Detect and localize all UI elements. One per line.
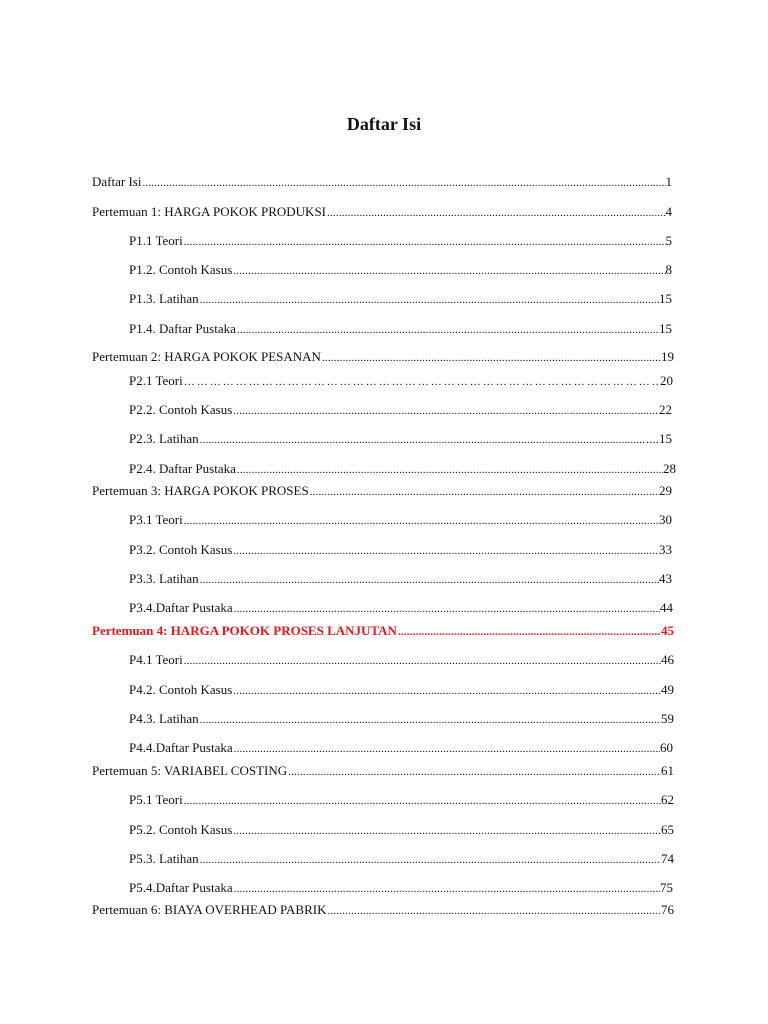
toc-leader-dots [309, 483, 659, 501]
toc-entry[interactable] [129, 850, 674, 868]
toc-entry[interactable] [92, 901, 674, 919]
toc-entry[interactable] [129, 710, 674, 728]
toc-entry[interactable] [92, 348, 674, 366]
toc-entry-page: 65 [661, 822, 674, 837]
toc-entry[interactable] [129, 232, 672, 250]
toc-entry-label: P2.2. Contoh Kasus [129, 402, 233, 417]
toc-entry[interactable] [129, 791, 674, 809]
toc-entry-page: 22 [659, 402, 672, 417]
toc-entry-page: 4 [665, 204, 672, 219]
toc-leader-dots [183, 373, 660, 391]
toc-leader-dots [321, 349, 661, 367]
toc-entry[interactable] [92, 173, 672, 191]
toc-entry-page: 49 [661, 682, 674, 697]
toc-entry[interactable] [129, 290, 672, 308]
toc-leader-dots [183, 792, 661, 810]
toc-entry-page: ....15 [646, 431, 672, 446]
toc-entry[interactable] [129, 460, 676, 478]
toc-entry-label: P4.3. Latihan [129, 711, 199, 726]
toc-entry-label: Pertemuan 5: VARIABEL COSTING [92, 763, 288, 778]
toc-entry-page: 76 [661, 902, 674, 917]
toc-entry-label: Pertemuan 4: HARGA POKOK PROSES LANJUTAN [92, 623, 397, 638]
toc-leader-dots [183, 233, 666, 251]
toc-entry-page: 61 [661, 763, 674, 778]
toc-entry-label: P2.4. Daftar Pustaka [129, 461, 236, 476]
toc-entry-page: 8 [665, 262, 672, 277]
toc-entry[interactable] [92, 482, 672, 500]
toc-entry[interactable] [129, 739, 673, 757]
toc-entry[interactable] [129, 541, 672, 559]
toc-leader-dots [327, 902, 662, 920]
toc-entry-label: P4.2. Contoh Kasus [129, 682, 233, 697]
toc-entry-label: P1.2. Contoh Kasus [129, 262, 233, 277]
toc-entry-label: P4.4.Daftar Pustaka [129, 740, 233, 755]
toc-entry-page: 43 [659, 571, 672, 586]
toc-entry-label: P1.3. Latihan [129, 291, 199, 306]
toc-entry-label: P3.2. Contoh Kasus [129, 542, 233, 557]
toc-entry[interactable] [92, 762, 674, 780]
toc-entry[interactable] [129, 320, 672, 338]
toc-entry-label: P5.1 Teori [129, 792, 183, 807]
toc-entry-page: 60 [660, 740, 673, 755]
toc-entry-label: P2.3. Latihan [129, 431, 199, 446]
toc-entry[interactable] [92, 203, 672, 221]
toc-leader-dots [236, 321, 659, 339]
toc-leader-dots [232, 682, 661, 700]
toc-entry-label: Pertemuan 2: HARGA POKOK PESANAN [92, 349, 321, 364]
toc-entry-label: P1.1 Teori [129, 233, 183, 248]
toc-entry-label: P5.2. Contoh Kasus [129, 822, 233, 837]
toc-entry-page: 62 [661, 792, 674, 807]
toc-leader-dots [397, 623, 661, 641]
toc-leader-dots [232, 402, 659, 420]
toc-leader-dots [233, 740, 660, 758]
toc-leader-dots [232, 822, 661, 840]
toc-leader-dots [199, 851, 661, 869]
toc-entry-page: 30 [659, 512, 672, 527]
toc-leader-dots [287, 763, 661, 781]
toc-entry-label: P2.1 Teori [129, 373, 183, 388]
toc-entry[interactable] [129, 401, 672, 419]
toc-entry-label: Daftar Isi [92, 174, 142, 189]
toc-leader-dots [183, 512, 659, 530]
toc-entry-page: 5 [665, 233, 672, 248]
toc-leader-dots [236, 461, 663, 479]
toc-entry[interactable] [129, 430, 672, 448]
toc-entry-label: P3.1 Teori [129, 512, 183, 527]
toc-entry[interactable] [129, 372, 673, 390]
toc-entry-page: 46 [661, 652, 674, 667]
toc-entry-page: 74 [661, 851, 674, 866]
toc-entry-label: P5.3. Latihan [129, 851, 199, 866]
toc-entry-page: 28 [663, 461, 676, 476]
toc-entry-label: P3.4.Daftar Pustaka [129, 600, 233, 615]
toc-entry[interactable] [129, 511, 672, 529]
toc-entry-label: Pertemuan 3: HARGA POKOK PROSES [92, 483, 309, 498]
toc-entry-highlighted[interactable] [92, 622, 674, 640]
toc-entry-page: 15 [659, 321, 672, 336]
toc-entry-label: P5.4.Daftar Pustaka [129, 880, 233, 895]
toc-leader-dots [199, 291, 659, 309]
toc-entry-page: 44 [660, 600, 673, 615]
toc-entry-label: P3.3. Latihan [129, 571, 199, 586]
toc-entry[interactable] [129, 651, 674, 669]
toc-entry-label: P1.4. Daftar Pustaka [129, 321, 236, 336]
toc-entry-label: P4.1 Teori [129, 652, 183, 667]
toc-entry-page: 33 [659, 542, 672, 557]
toc-entry[interactable] [129, 821, 674, 839]
toc-leader-dots [199, 431, 646, 449]
toc-entry[interactable] [129, 599, 673, 617]
toc-entry-page: 20 [660, 373, 673, 388]
toc-entry-page: 19 [661, 349, 674, 364]
toc-entry-page: 1 [665, 174, 672, 189]
toc-leader-dots [233, 880, 660, 898]
toc-entry-page: 59 [661, 711, 674, 726]
toc-entry-page: 45 [661, 623, 674, 638]
toc-entry-label: Pertemuan 6: BIAYA OVERHEAD PABRIK [92, 902, 327, 917]
toc-entry[interactable] [129, 570, 672, 588]
toc-leader-dots [199, 711, 661, 729]
toc-entry-label: Pertemuan 1: HARGA POKOK PRODUKSI [92, 204, 327, 219]
toc-leader-dots [232, 262, 665, 280]
toc-entry[interactable] [129, 681, 674, 699]
toc-entry-page: 15 [659, 291, 672, 306]
toc-leader-dots [199, 571, 659, 589]
toc-leader-dots [233, 600, 660, 618]
toc-entry-page: 29 [659, 483, 672, 498]
toc-entry[interactable] [129, 879, 673, 897]
toc-entry-page: 75 [660, 880, 673, 895]
toc-leader-dots [183, 652, 661, 670]
toc-entry[interactable] [129, 261, 672, 279]
page-title: Daftar Isi [346, 114, 422, 134]
toc-leader-dots [326, 204, 665, 222]
toc-leader-dots [232, 542, 659, 560]
toc-leader-dots [141, 174, 665, 192]
